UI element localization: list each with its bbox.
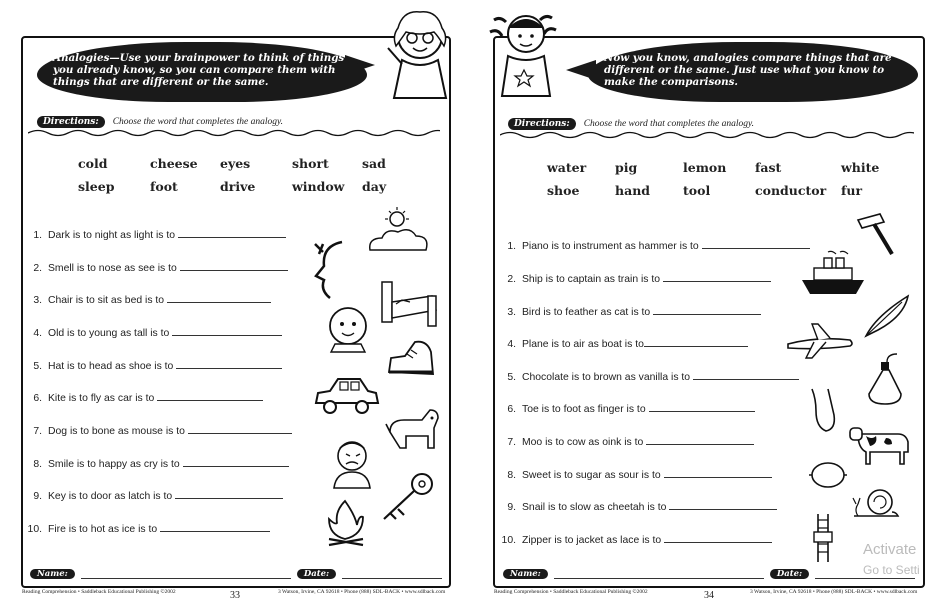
girl-braids-character-icon (486, 6, 566, 100)
name-date-bar (503, 569, 915, 579)
question-text: Plane is to air as boat is to (522, 339, 644, 350)
answer-blank[interactable] (644, 337, 748, 347)
word-bank-item: lemon (683, 160, 727, 175)
ship-icon (798, 250, 868, 300)
answer-blank[interactable] (180, 261, 288, 271)
word-bank-item: fur (841, 183, 863, 198)
feather-icon (862, 290, 914, 340)
question-text: Hat is to head as shoe is to (48, 361, 174, 372)
answer-blank[interactable] (160, 522, 270, 532)
footer-contact: 3 Watson, Irvine, CA 92618 • Phone (888) SDL-BACK • www.sdlback.com (278, 589, 446, 595)
question-text: Kite is to fly as car is to (48, 393, 155, 404)
lemon-icon (808, 458, 848, 492)
word-bank-item: tool (683, 183, 711, 198)
word-bank-item: fast (755, 160, 782, 175)
footer-publisher: Reading Comprehension • Saddleback Educational Publishing ©2002 (494, 589, 648, 595)
question-text: Fire is to hot as ice is to (48, 524, 158, 535)
question-text: Snail is to slow as cheetah is to (522, 502, 667, 513)
answer-blank[interactable] (702, 239, 810, 249)
answer-blank[interactable] (176, 359, 282, 369)
date-label: Date: (297, 569, 336, 579)
question-row: 4. Plane is to air as boat is to (496, 337, 748, 350)
girl-character-icon (380, 8, 460, 100)
zipper-icon (806, 512, 840, 564)
question-row: 2. Ship is to captain as train is to (496, 272, 771, 285)
answer-blank[interactable] (664, 533, 772, 543)
question-row: 6. Toe is to foot as finger is to (496, 402, 755, 415)
word-bank-item: hand (615, 183, 651, 198)
question-text: Key is to door as latch is to (48, 491, 173, 502)
question-row: 1. Dark is to night as light is to (22, 228, 286, 241)
footer-publisher: Reading Comprehension • Saddleback Educational Publishing ©2002 (22, 589, 176, 595)
question-row: 6. Kite is to fly as car is to (22, 391, 263, 404)
answer-blank[interactable] (157, 391, 263, 401)
question-text: Bird is to feather as cat is to (522, 307, 651, 318)
word-bank-item: sleep (78, 179, 115, 194)
word-bank (78, 156, 402, 194)
question-row: 8. Smile is to happy as cry is to (22, 457, 289, 470)
question-row: 3. Bird is to feather as cat is to (496, 305, 761, 318)
question-row: 5. Hat is to head as shoe is to (22, 359, 282, 372)
sun-cloud-icon (365, 205, 435, 260)
answer-blank[interactable] (663, 272, 771, 282)
answer-blank[interactable] (167, 293, 271, 303)
cow-icon (848, 420, 912, 468)
baby-face-icon (325, 302, 371, 354)
question-text: Piano is to instrument as hammer is to (522, 241, 699, 252)
question-row: 9. Key is to door as latch is to (22, 489, 283, 502)
name-label: Name: (30, 569, 75, 579)
answer-blank[interactable] (646, 435, 754, 445)
shoe-icon (385, 338, 437, 380)
question-row: 10. Zipper is to jacket as lace is to (496, 533, 772, 546)
page-number: 33 (230, 590, 240, 601)
word-bank-item: shoe (547, 183, 580, 198)
name-label: Name: (503, 569, 548, 579)
watermark-line-1: Activate (863, 541, 917, 558)
question-row: 3. Chair is to sit as bed is to (22, 293, 271, 306)
question-text: Zipper is to jacket as lace is to (522, 535, 662, 546)
question-text: Dark is to night as light is to (48, 230, 176, 241)
word-bank-item: cold (78, 156, 108, 171)
question-row: 7. Moo is to cow as oink is to (496, 435, 754, 448)
name-field[interactable] (554, 570, 764, 579)
vanilla-bottle-icon (865, 350, 907, 408)
directions-text: Choose the word that completes the analogy. (583, 119, 755, 129)
page-number: 34 (704, 590, 714, 601)
question-row: 2. Smell is to nose as see is to (22, 261, 288, 274)
word-bank-item: conductor (755, 183, 827, 198)
question-text: Sweet is to sugar as sour is to (522, 470, 661, 481)
word-bank-item: white (841, 160, 880, 175)
question-row: 5. Chocolate is to brown as vanilla is to (496, 370, 799, 383)
word-bank-item: short (292, 156, 329, 171)
question-text: Old is to young as tall is to (48, 328, 170, 339)
directions-row (37, 116, 283, 128)
hand-icon (804, 385, 838, 435)
car-icon (310, 373, 382, 418)
word-bank-item: cheese (150, 156, 198, 171)
answer-blank[interactable] (188, 424, 292, 434)
answer-blank[interactable] (664, 468, 772, 478)
directions-badge: Directions: (508, 118, 576, 130)
question-row: 1. Piano is to instrument as hammer is to (496, 239, 810, 252)
answer-blank[interactable] (183, 457, 289, 467)
word-bank-item: drive (220, 179, 256, 194)
question-text: Smell is to nose as see is to (48, 263, 177, 274)
question-row: 10. Fire is to hot as ice is to (22, 522, 270, 535)
watermark-line-2: Go to Setti (863, 563, 920, 577)
answer-blank[interactable] (669, 500, 777, 510)
airplane-icon (784, 320, 854, 362)
answer-blank[interactable] (693, 370, 799, 380)
word-bank (547, 160, 881, 198)
crying-man-icon (328, 436, 376, 490)
answer-blank[interactable] (178, 228, 286, 238)
intro-text: Analogies—Use your brainpower to think of things you already know, so you can compare them with things that are different or the same. (53, 52, 345, 88)
word-bank-item: pig (615, 160, 638, 175)
name-field[interactable] (81, 570, 291, 579)
snail-icon (850, 484, 902, 522)
fire-icon (325, 497, 367, 549)
question-text: Ship is to captain as train is to (522, 274, 661, 285)
question-text: Toe is to foot as finger is to (522, 404, 646, 415)
answer-blank[interactable] (175, 489, 283, 499)
answer-blank[interactable] (653, 305, 761, 315)
directions-row (508, 118, 754, 130)
date-field[interactable] (342, 570, 442, 579)
name-date-bar (30, 569, 442, 579)
directions-text: Choose the word that completes the analogy. (112, 117, 284, 127)
word-bank-item: sad (362, 156, 386, 171)
question-text: Chocolate is to brown as vanilla is to (522, 372, 691, 383)
date-label: Date: (770, 569, 809, 579)
word-bank-item: foot (150, 179, 178, 194)
question-text: Smile is to happy as cry is to (48, 459, 180, 470)
activate-windows-watermark (863, 540, 920, 580)
wavy-divider (28, 128, 440, 138)
word-bank-item: window (292, 179, 345, 194)
key-icon (378, 470, 436, 526)
word-bank-item: eyes (220, 156, 251, 171)
answer-blank[interactable] (172, 326, 282, 336)
intro-text: Now you know, analogies compare things that are different or the same. Just use what you know to make the comparisons. (604, 52, 892, 88)
bed-icon (376, 276, 441, 331)
intro-speech-bubble (37, 42, 367, 102)
question-row: 8. Sweet is to sugar as sour is to (496, 468, 772, 481)
worksheet-page-34 (468, 0, 936, 607)
answer-blank[interactable] (649, 402, 755, 412)
word-bank-item: day (362, 179, 387, 194)
word-bank-item: water (547, 160, 587, 175)
question-text: Dog is to bone as mouse is to (48, 426, 185, 437)
footer-contact: 3 Watson, Irvine, CA 92618 • Phone (888) SDL-BACK • www.sdlback.com (750, 589, 918, 595)
intro-speech-bubble (588, 42, 918, 102)
question-text: Moo is to cow as oink is to (522, 437, 644, 448)
question-row: 7. Dog is to bone as mouse is to (22, 424, 292, 437)
question-row: 4. Old is to young as tall is to (22, 326, 282, 339)
question-text: Chair is to sit as bed is to (48, 295, 165, 306)
dog-icon (384, 402, 442, 458)
directions-badge: Directions: (37, 116, 105, 128)
wavy-divider (500, 130, 914, 140)
question-row: 9. Snail is to slow as cheetah is to (496, 500, 777, 513)
face-profile-icon (312, 238, 352, 300)
